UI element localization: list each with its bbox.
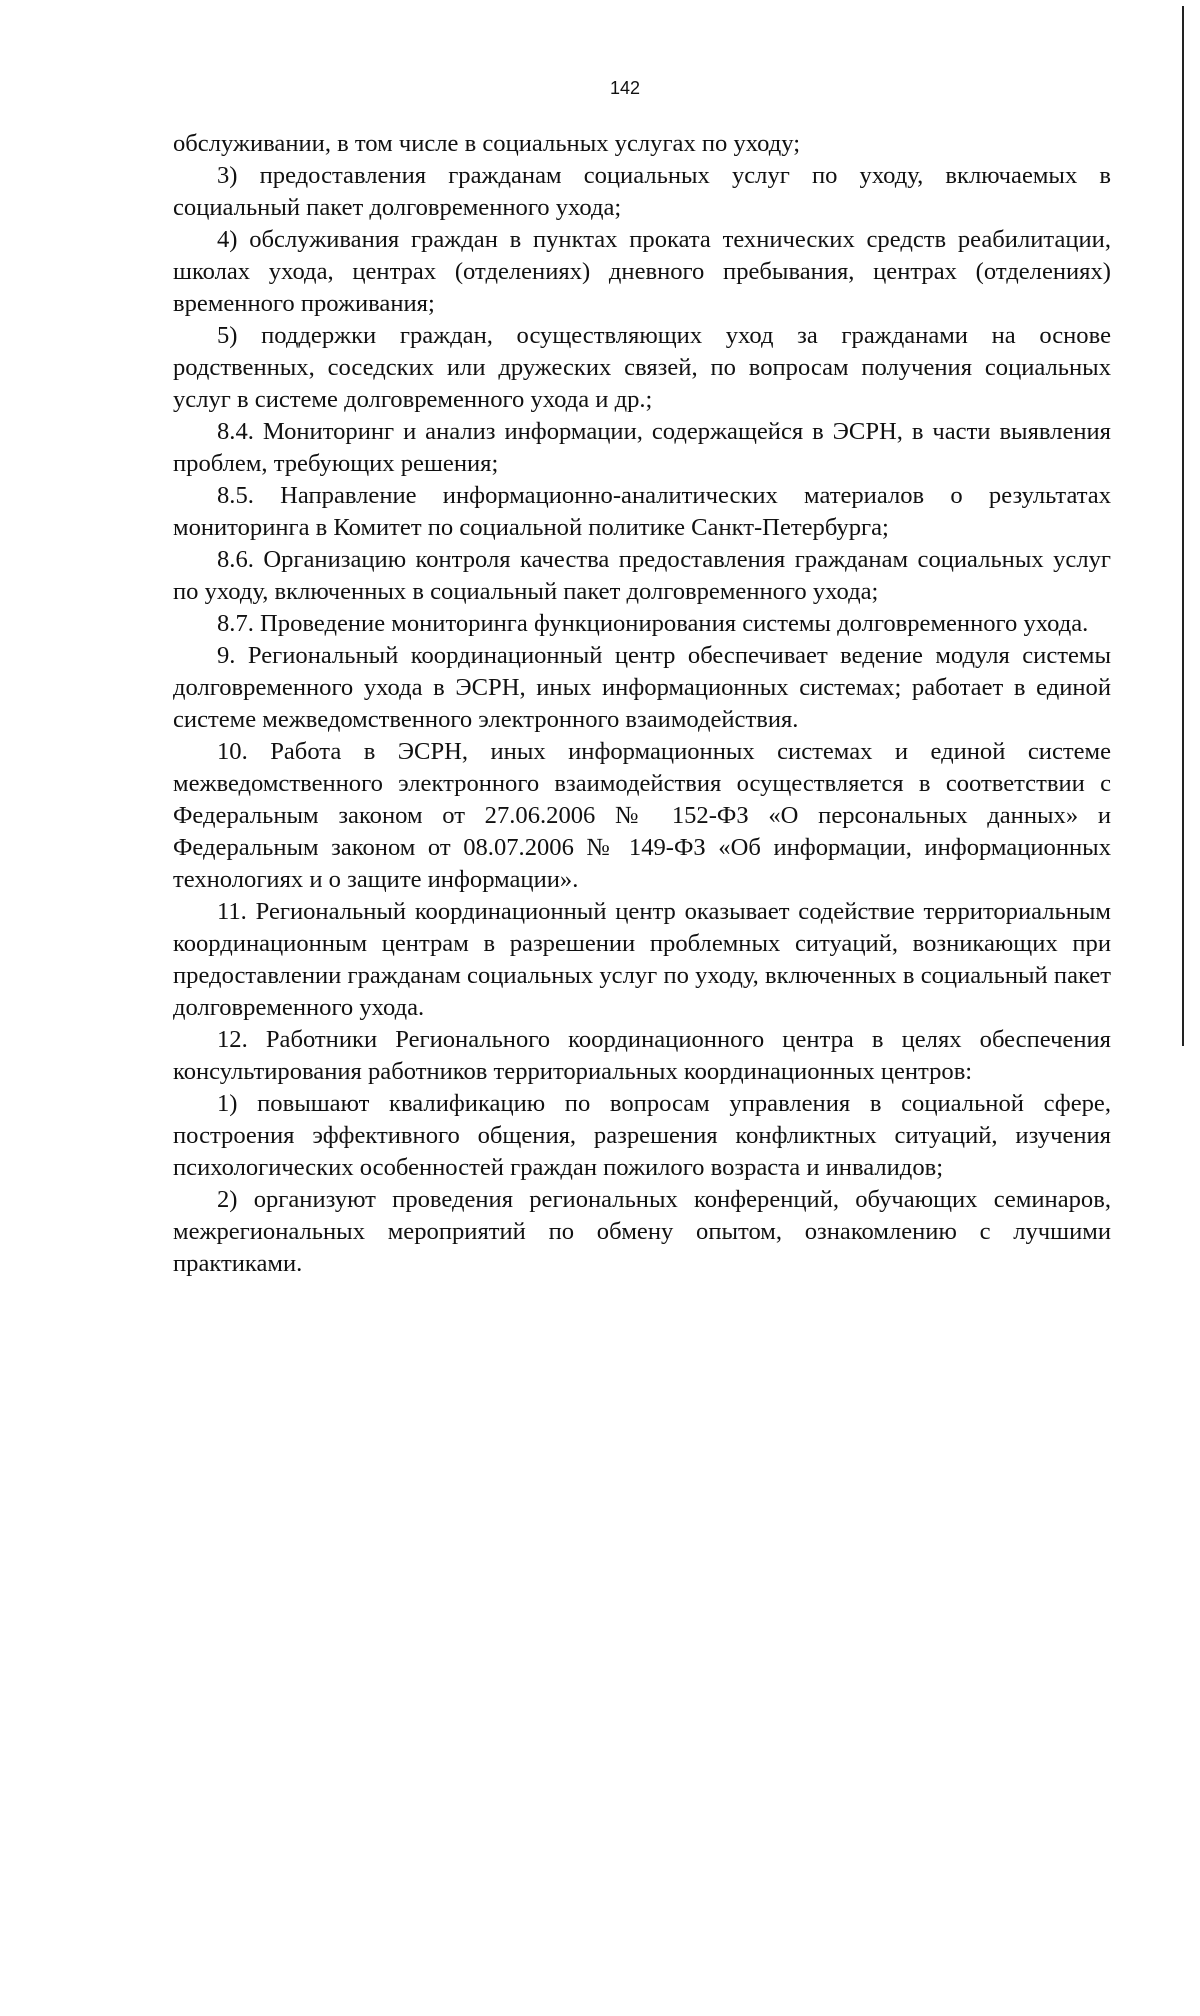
paragraph-10: 10. Работа в ЭСРН, иных информационных системах и единой системе межведомственного электронного взаимодействия осуществляется в соответствии с Федеральным законом от 27.06.2006 № 152-ФЗ «О персональных данных» и Федеральным законом от 08.07.2006 № 149-ФЗ «Об информации, информационных технологиях и о защите информации». bbox=[173, 738, 1111, 893]
paragraph-8-6: 8.6. Организацию контроля качества предоставления гражданам социальных услуг по уходу, включенных в социальный пакет долговременного ухода; bbox=[173, 546, 1111, 605]
paragraph-12-item-1: 1) повышают квалификацию по вопросам управления в социальной сфере, построения эффективного общения, разрешения конфликтных ситуаций, изучения психологических особенностей граждан пожилого возраста и инвалидов; bbox=[173, 1090, 1111, 1181]
paragraph-8-5: 8.5. Направление информационно-аналитических материалов о результатах мониторинга в Комитет по социальной политике Санкт-Петербурга; bbox=[173, 482, 1111, 541]
paragraph-continuation: обслуживании, в том числе в социальных услугах по уходу; bbox=[173, 130, 801, 157]
scan-edge-line bbox=[1182, 6, 1184, 1046]
paragraph-9: 9. Региональный координационный центр обеспечивает ведение модуля системы долговременного ухода в ЭСРН, иных информационных системах; работает в единой системе межведомственного электронного взаимодействия. bbox=[173, 642, 1111, 733]
paragraph-12: 12. Работники Регионального координационного центра в целях обеспечения консультирования работников территориальных координационных центров: bbox=[173, 1026, 1111, 1085]
paragraph-8-7: 8.7. Проведение мониторинга функционирования системы долговременного ухода. bbox=[217, 610, 1089, 637]
paragraph-11: 11. Региональный координационный центр оказывает содействие территориальным координационным центрам в разрешении проблемных ситуаций, возникающих при предоставлении гражданам социальных услуг по уходу, включенных в социальный пакет долговременного ухода. bbox=[173, 898, 1111, 1021]
page-number: 142 bbox=[609, 78, 641, 98]
paragraph-item-3: 3) предоставления гражданам социальных услуг по уходу, включаемых в социальный пакет долговременного ухода; bbox=[173, 162, 1111, 221]
paragraph-item-5: 5) поддержки граждан, осуществляющих уход за гражданами на основе родственных, соседских или дружеских связей, по вопросам получения социальных услуг в системе долговременного ухода и др.; bbox=[173, 322, 1111, 413]
paragraph-12-item-2: 2) организуют проведения региональных конференций, обучающих семинаров, межрегиональных мероприятий по обмену опытом, ознакомлению с лучшими практиками. bbox=[173, 1186, 1111, 1277]
paragraph-item-4: 4) обслуживания граждан в пунктах проката технических средств реабилитации, школах ухода, центрах (отделениях) дневного пребывания, центрах (отделениях) временного проживания; bbox=[173, 226, 1111, 317]
document-body bbox=[173, 128, 1111, 1280]
paragraph-8-4: 8.4. Мониторинг и анализ информации, содержащейся в ЭСРН, в части выявления проблем, требующих решения; bbox=[173, 418, 1111, 477]
